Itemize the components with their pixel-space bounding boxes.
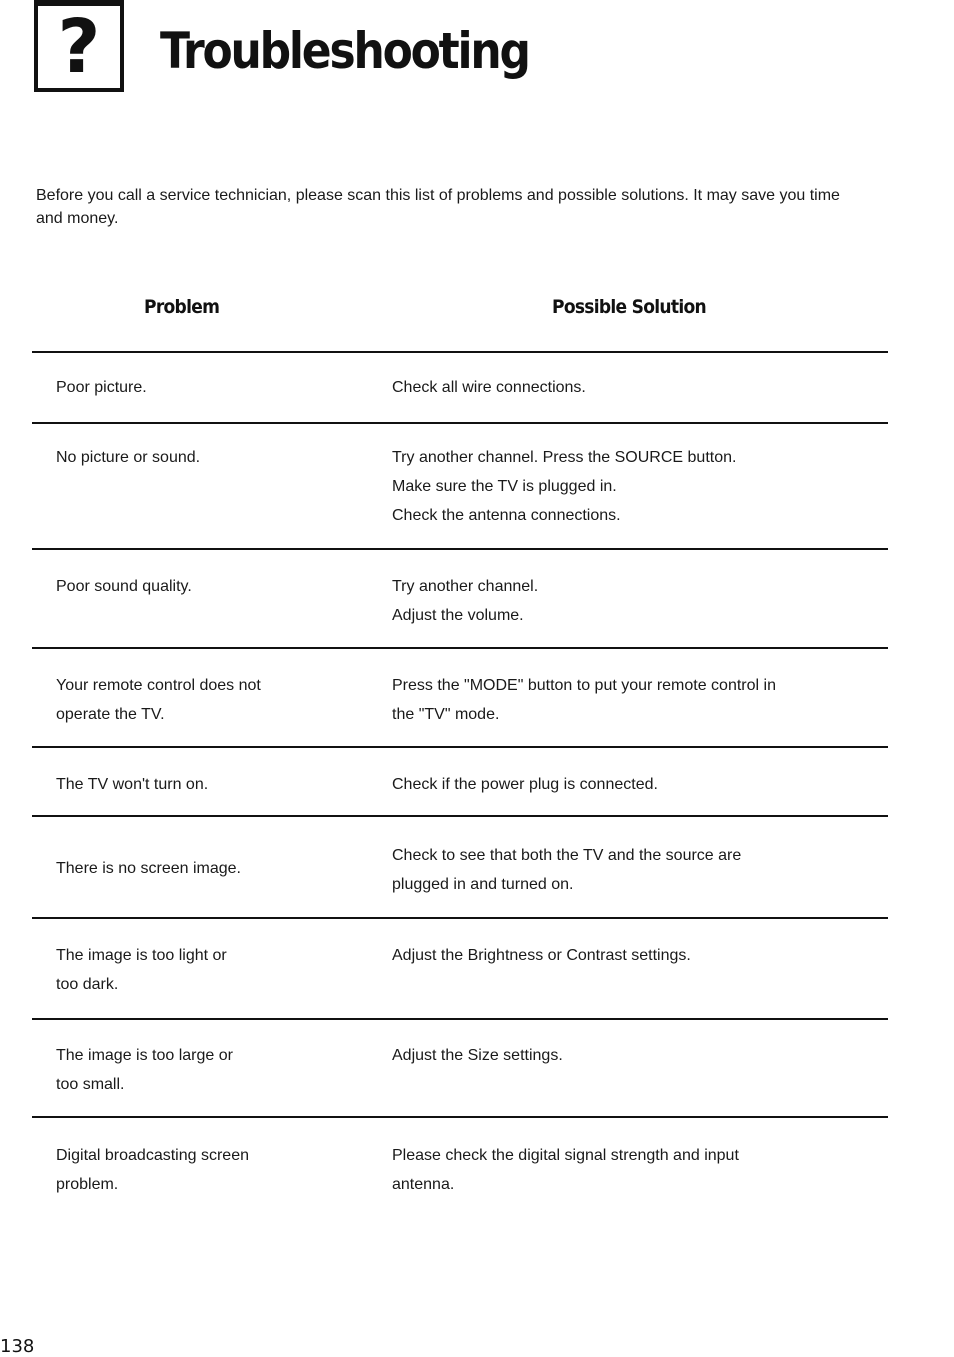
- table-row-divider: [32, 1018, 888, 1020]
- problem-text: Digital broadcasting screen: [56, 1147, 249, 1164]
- problem-text: The image is too large or: [56, 1047, 233, 1064]
- solution-text: Adjust the volume.: [392, 607, 524, 624]
- solution-text: Adjust the Brightness or Contrast settings.: [392, 947, 691, 964]
- problem-text: The image is too light or: [56, 947, 227, 964]
- column-header-solution: Possible Solution: [552, 296, 706, 318]
- solution-text: Check all wire connections.: [392, 379, 586, 396]
- table-row-divider: [32, 1116, 888, 1118]
- page-number: 138: [0, 1336, 35, 1357]
- solution-text: the "TV" mode.: [392, 706, 500, 723]
- problem-cell: [56, 443, 356, 472]
- solution-text: Try another channel. Press the SOURCE button.: [392, 449, 737, 466]
- problem-cell: [56, 1041, 356, 1099]
- table-row-divider: [32, 917, 888, 919]
- table-row-divider: [32, 815, 888, 817]
- solution-cell: [392, 770, 872, 799]
- problem-cell: [56, 941, 356, 999]
- problem-text: There is no screen image.: [56, 860, 241, 877]
- solution-cell: [392, 941, 872, 970]
- table-row-divider: [32, 422, 888, 424]
- problem-text: Poor sound quality.: [56, 578, 192, 595]
- page-title: Troubleshooting: [160, 22, 529, 80]
- solution-cell: [392, 443, 872, 530]
- problem-text: too small.: [56, 1076, 125, 1093]
- solution-text: Check the antenna connections.: [392, 507, 621, 524]
- table-row-divider: [32, 548, 888, 550]
- solution-text: plugged in and turned on.: [392, 876, 574, 893]
- problem-cell: [56, 572, 356, 601]
- solution-cell: [392, 572, 872, 630]
- solution-text: Make sure the TV is plugged in.: [392, 478, 617, 495]
- solution-cell: [392, 841, 872, 899]
- problem-cell: [56, 770, 356, 799]
- solution-text: Check if the power plug is connected.: [392, 776, 658, 793]
- problem-cell: [56, 373, 356, 402]
- table-row-divider: [32, 746, 888, 748]
- question-mark-icon: ?: [34, 0, 124, 92]
- solution-text: Adjust the Size settings.: [392, 1047, 563, 1064]
- column-header-problem: Problem: [144, 296, 220, 318]
- solution-cell: [392, 1041, 872, 1070]
- table-row-divider: [32, 647, 888, 649]
- problem-text: operate the TV.: [56, 706, 165, 723]
- solution-text: Press the "MODE" button to put your remote control in: [392, 677, 776, 694]
- table-row-divider: [32, 351, 888, 353]
- problem-cell: [56, 671, 356, 729]
- solution-text: antenna.: [392, 1176, 455, 1193]
- solution-text: Check to see that both the TV and the source are: [392, 847, 742, 864]
- solution-cell: [392, 1141, 872, 1199]
- solution-cell: [392, 373, 872, 402]
- problem-cell: [56, 1141, 356, 1199]
- problem-text: No picture or sound.: [56, 449, 201, 466]
- problem-text: Poor picture.: [56, 379, 147, 396]
- problem-text: problem.: [56, 1176, 119, 1193]
- problem-text: The TV won't turn on.: [56, 776, 209, 793]
- problem-text: too dark.: [56, 976, 119, 993]
- problem-text: Your remote control does not: [56, 677, 261, 694]
- intro-paragraph: Before you call a service technician, please scan this list of problems and possible solutions. It may save you time and money.: [36, 187, 840, 227]
- solution-text: Try another channel.: [392, 578, 539, 595]
- solution-text: Please check the digital signal strength and input: [392, 1147, 739, 1164]
- problem-cell: [56, 854, 356, 883]
- solution-cell: [392, 671, 872, 729]
